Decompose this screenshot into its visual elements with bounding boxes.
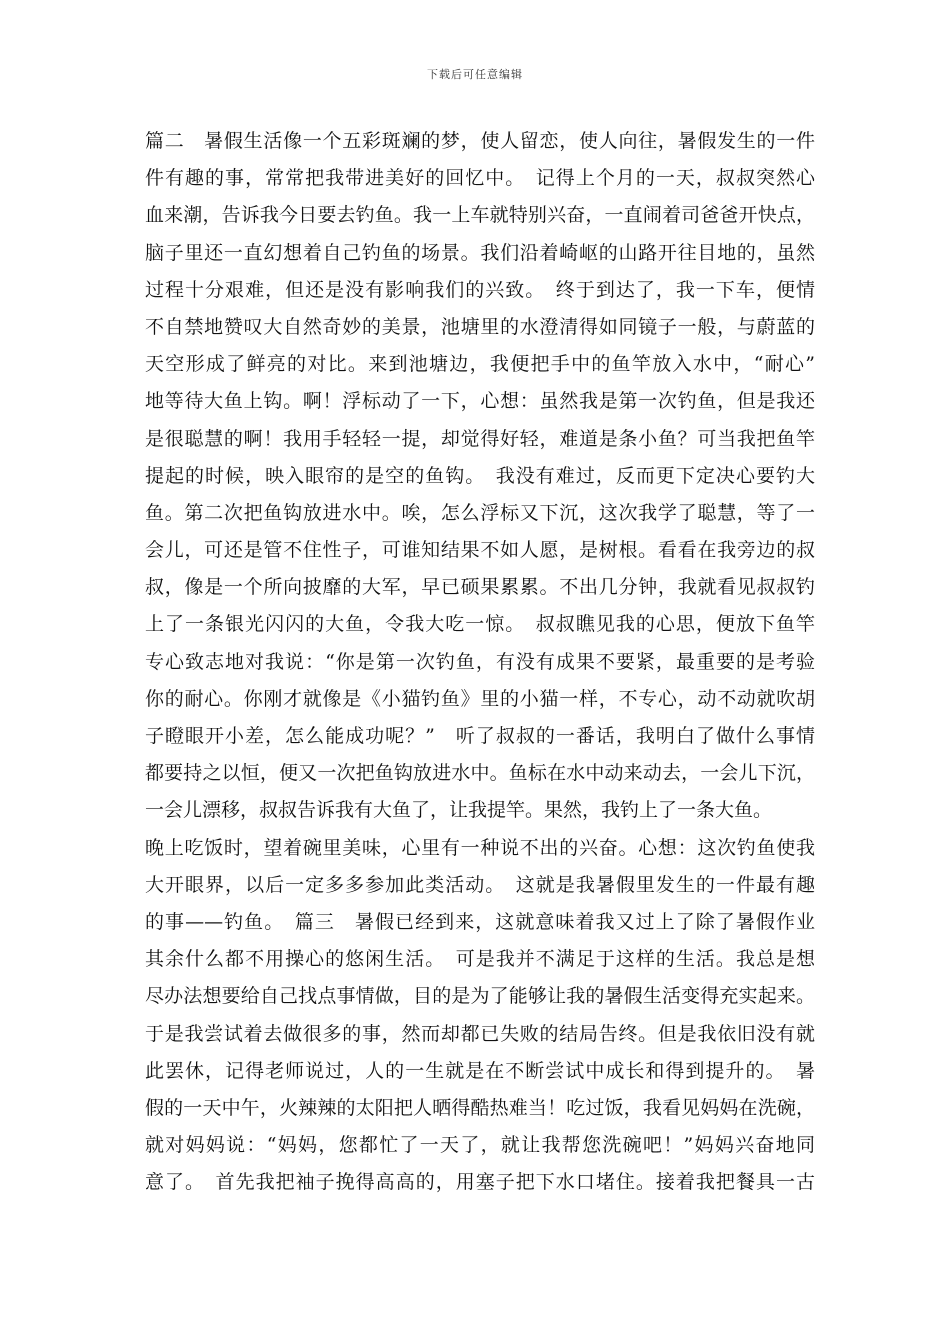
text-line: 意了。 首先我把袖子挽得高高的，用塞子把下水口堵住。接着我把餐具一古 xyxy=(145,1171,815,1194)
text-line: 于是我尝试着去做很多的事，然而却都已失败的结局告终。但是我依旧没有就 xyxy=(145,1022,815,1045)
text-line: 晚上吃饭时，望着碗里美味，心里有一种说不出的兴奋。心想：这次钓鱼使我 xyxy=(145,836,815,859)
text-line: 脑子里还一直幻想着自己钓鱼的场景。我们沿着崎岖的山路开往目地的，虽然 xyxy=(145,241,815,264)
text-line: 地等待大鱼上钩。啊！浮标动了一下，心想：虽然我是第一次钓鱼，但是我还 xyxy=(145,390,815,413)
text-line: 上了一条银光闪闪的大鱼，令我大吃一惊。 叔叔瞧见我的心思，便放下鱼竿 xyxy=(145,613,815,636)
page-header: 下载后可任意编辑 xyxy=(427,68,523,81)
text-line: 专心致志地对我说：“你是第一次钓鱼，有没有成果不要紧，最重要的是考验 xyxy=(145,650,815,673)
text-line: 大开眼界，以后一定多多参加此类活动。 这就是我暑假里发生的一件最有趣 xyxy=(145,873,815,896)
text-line: 你的耐心。你刚才就像是《小猫钓鱼》里的小猫一样，不专心，动不动就吹胡 xyxy=(145,687,815,710)
text-line: 假的一天中午，火辣辣的太阳把人晒得酷热难当！吃过饭，我看见妈妈在洗碗， xyxy=(145,1096,815,1119)
body-text xyxy=(145,123,815,1201)
text-line: 一会儿漂移，叔叔告诉我有大鱼了，让我提竿。果然，我钓上了一条大鱼。 xyxy=(145,799,773,822)
text-line: 过程十分艰难，但还是没有影响我们的兴致。 终于到达了，我一下车，便情 xyxy=(145,278,815,301)
text-line: 就对妈妈说：“妈妈，您都忙了一天了，就让我帮您洗碗吧！”妈妈兴奋地同 xyxy=(145,1134,815,1157)
text-line: 不自禁地赞叹大自然奇妙的美景，池塘里的水澄清得如同镜子一般，与蔚蓝的 xyxy=(145,315,815,338)
text-line: 叔，像是一个所向披靡的大军，早已硕果累累。不出几分钟，我就看见叔叔钓 xyxy=(145,576,815,599)
text-line: 鱼。第二次把鱼钩放进水中。唉，怎么浮标又下沉，这次我学了聪慧，等了一 xyxy=(145,501,815,524)
text-line: 件有趣的事，常常把我带进美好的回忆中。 记得上个月的一天，叔叔突然心 xyxy=(145,167,815,190)
text-line: 都要持之以恒，便又一次把鱼钩放进水中。鱼标在水中动来动去，一会儿下沉， xyxy=(145,762,815,785)
text-line: 会儿，可还是管不住性子，可谁知结果不如人愿，是树根。看看在我旁边的叔 xyxy=(145,539,815,562)
text-line: 的事——钓鱼。 篇三 暑假已经到来，这就意味着我又过上了除了暑假作业 xyxy=(145,910,815,933)
text-line: 篇二 暑假生活像一个五彩斑斓的梦，使人留恋，使人向往，暑假发生的一件 xyxy=(145,130,815,152)
text-line: 子瞪眼开小差，怎么能成功呢？” 听了叔叔的一番话，我明白了做什么事情 xyxy=(145,725,815,747)
text-line: 天空形成了鲜亮的对比。来到池塘边，我便把手中的鱼竿放入水中，“耐心” xyxy=(145,353,815,376)
text-line: 血来潮，告诉我今日要去钓鱼。我一上车就特别兴奋，一直闹着司爸爸开快点， xyxy=(145,204,815,227)
text-line: 此罢休，记得老师说过，人的一生就是在不断尝试中成长和得到提升的。 暑 xyxy=(145,1059,815,1082)
text-line: 是很聪慧的啊！我用手轻轻一提，却觉得好轻，难道是条小鱼？可当我把鱼竿 xyxy=(145,427,815,450)
text-line: 尽办法想要给自己找点事情做，目的是为了能够让我的暑假生活变得充实起来。 xyxy=(145,985,815,1008)
text-line: 提起的时候，映入眼帘的是空的鱼钩。 我没有难过，反而更下定决心要钓大 xyxy=(145,464,815,487)
text-line: 其余什么都不用操心的悠闲生活。 可是我并不满足于这样的生活。我总是想 xyxy=(145,948,815,971)
